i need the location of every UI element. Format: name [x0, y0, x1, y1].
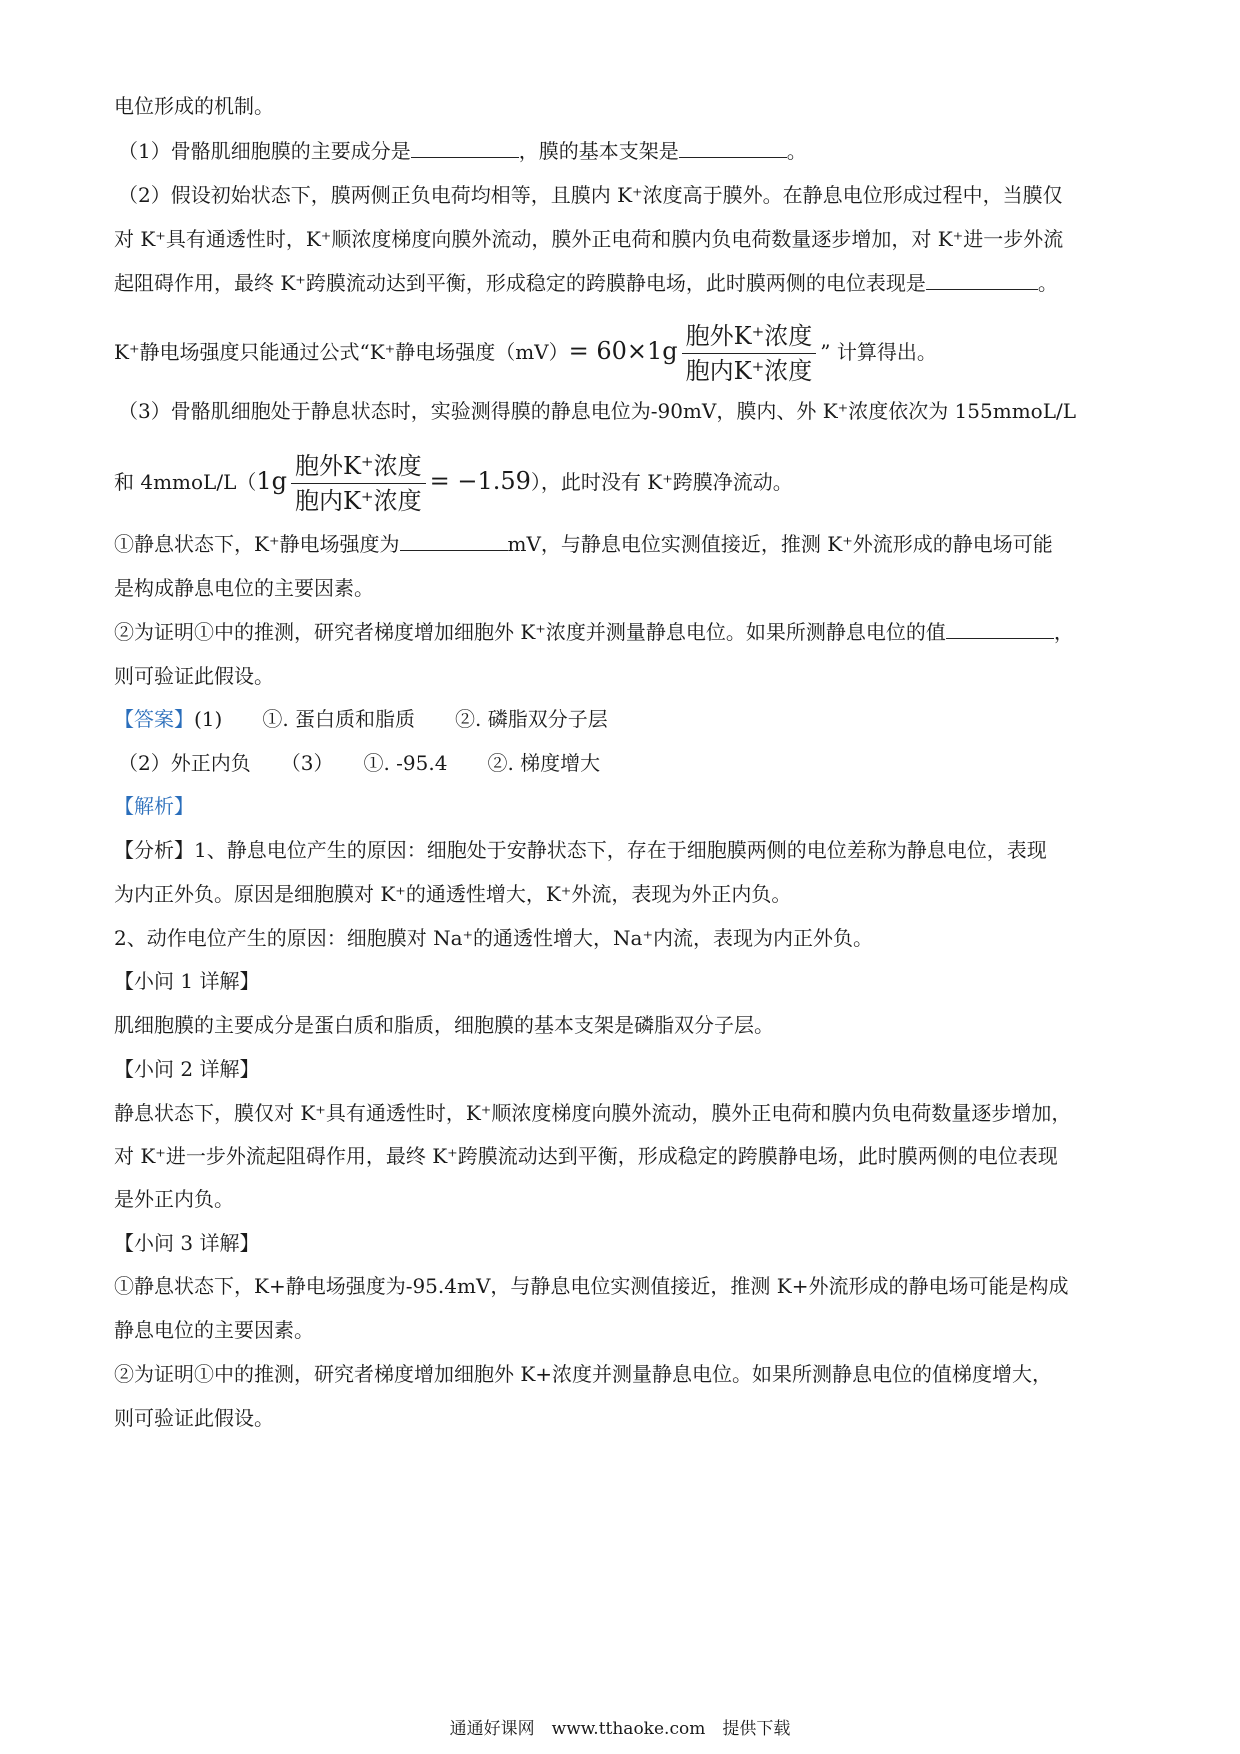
question-1: [118, 137, 1130, 165]
fraction-numerator: 胞外K⁺浓度: [682, 321, 817, 354]
text-line: 电位形成的机制。: [114, 94, 274, 118]
question-2-end: 。: [1037, 271, 1058, 295]
question-2-line-2: 对 K⁺具有通透性时，K⁺顺浓度梯度向膜外流动，膜外正电荷和膜内负电荷数量逐步增加，对 K⁺进一步外流: [114, 227, 1064, 251]
section-text: ①静息状态下，K+静电场强度为-95.4mV，与静息电位实测值接近，推测 K+外流形成的静电场可能是构成: [114, 1274, 1069, 1298]
question-3-text-a: 和 4mmoL/L（: [114, 470, 257, 494]
sub-question-1: [114, 530, 1130, 558]
analysis-line-1: 【分析】1、静息电位产生的原因：细胞处于安静状态下，存在于细胞膜两侧的电位差称为静息电位，表现: [114, 838, 1047, 862]
fraction-numerator: 胞外K⁺浓度: [291, 451, 426, 484]
sub-question-2-text-b: ，: [1053, 620, 1074, 644]
question-2-line-3: [114, 269, 1130, 297]
sub-question-1-text-b: mV，与静息电位实测值接近，推测 K⁺外流形成的静电场可能: [507, 532, 1053, 556]
sub-question-2: [114, 618, 1130, 646]
fraction-denominator: 胞内K⁺浓度: [295, 487, 422, 515]
analysis-line-2: 为内正外负。原因是细胞膜对 K⁺的通透性增大，K⁺外流，表现为外正内负。: [114, 882, 792, 906]
log-value: = −1.59: [429, 467, 531, 495]
answer-line-2: （2）外正内负 （3） ①. -95.4 ②. 梯度增大: [118, 751, 601, 775]
section-text: 静息电位的主要因素。: [114, 1318, 314, 1342]
section-text: 是外正内负。: [114, 1187, 234, 1211]
answer-label: 【答案】: [114, 707, 194, 731]
section-text: ②为证明①中的推测，研究者梯度增加细胞外 K+浓度并测量静息电位。如果所测静息电位的值梯度增大，: [114, 1362, 1053, 1386]
sub-question-1-line-2: 是构成静息电位的主要因素。: [114, 576, 374, 600]
section-heading: 【小问 2 详解】: [114, 1057, 260, 1081]
sub-question-2-text-a: ②为证明①中的推测，研究者梯度增加细胞外 K⁺浓度并测量静息电位。如果所测静息电位的值: [114, 620, 946, 644]
answer-blank: [400, 532, 508, 551]
formula-line: [114, 318, 1130, 384]
section-text: 静息状态下，膜仅对 K⁺具有通透性时，K⁺顺浓度梯度向膜外流动，膜外正电荷和膜内负电荷数量逐步增加，: [114, 1101, 1072, 1125]
section-heading: 【小问 1 详解】: [114, 969, 260, 993]
question-3-text-b: ），此时没有 K⁺跨膜净流动。: [530, 470, 793, 494]
question-1-text-a: （1）骨骼肌细胞膜的主要成分是: [118, 139, 411, 163]
formula-coefficient: = 60×1g: [568, 337, 678, 365]
question-1-text-b: ，膜的基本支架是: [518, 139, 679, 163]
question-1-text-c: 。: [786, 139, 807, 163]
answer-blank: [411, 139, 519, 158]
answer-text-1: (1) ①. 蛋白质和脂质 ②. 磷脂双分子层: [194, 707, 608, 731]
sub-question-2-line-2: 则可验证此假设。: [114, 664, 274, 688]
analysis-label: [114, 792, 1130, 820]
question-2-text: 起阻碍作用，最终 K⁺跨膜流动达到平衡，形成稳定的跨膜静电场，此时膜两侧的电位表现是: [114, 271, 926, 295]
section-text: 肌细胞膜的主要成分是蛋白质和脂质，细胞膜的基本支架是磷脂双分子层。: [114, 1013, 774, 1037]
analysis-line-3: 2、动作电位产生的原因：细胞膜对 Na⁺的通透性增大，Na⁺内流，表现为内正外负。: [114, 926, 874, 950]
question-2-line-1: （2）假设初始状态下，膜两侧正负电荷均相等，且膜内 K⁺浓度高于膜外。在静息电位形成过程中，当膜仅: [118, 183, 1063, 207]
section-heading: 【小问 3 详解】: [114, 1231, 260, 1255]
analysis-label-text: 【解析】: [114, 794, 194, 818]
log-symbol: 1g: [256, 467, 287, 495]
question-3-line-2: [114, 448, 1130, 514]
page-footer: 通通好课网 www.tthaoke.com 提供下载: [449, 1719, 791, 1739]
answer-blank: [926, 271, 1038, 290]
section-text: 对 K⁺进一步外流起阻碍作用，最终 K⁺跨膜流动达到平衡，形成稳定的跨膜静电场，此时膜两侧的电位表现: [114, 1144, 1058, 1168]
formula-text-a: K⁺静电场强度只能通过公式“K⁺静电场强度（mV）: [114, 340, 569, 364]
section-text: 则可验证此假设。: [114, 1406, 274, 1430]
answer-line-1: [114, 705, 1130, 733]
answer-blank: [679, 139, 787, 158]
question-3-line-1: （3）骨骼肌细胞处于静息状态时，实验测得膜的静息电位为-90mV，膜内、外 K⁺浓度依次为 155mmoL/L: [118, 399, 1076, 423]
formula-text-b: ” 计算得出。: [820, 340, 937, 364]
formula-fraction: [682, 321, 817, 386]
fraction-denominator: 胞内K⁺浓度: [685, 357, 813, 385]
answer-blank: [946, 620, 1054, 639]
sub-question-1-text-a: ①静息状态下，K⁺静电场强度为: [114, 532, 400, 556]
ratio-fraction: [291, 451, 426, 516]
